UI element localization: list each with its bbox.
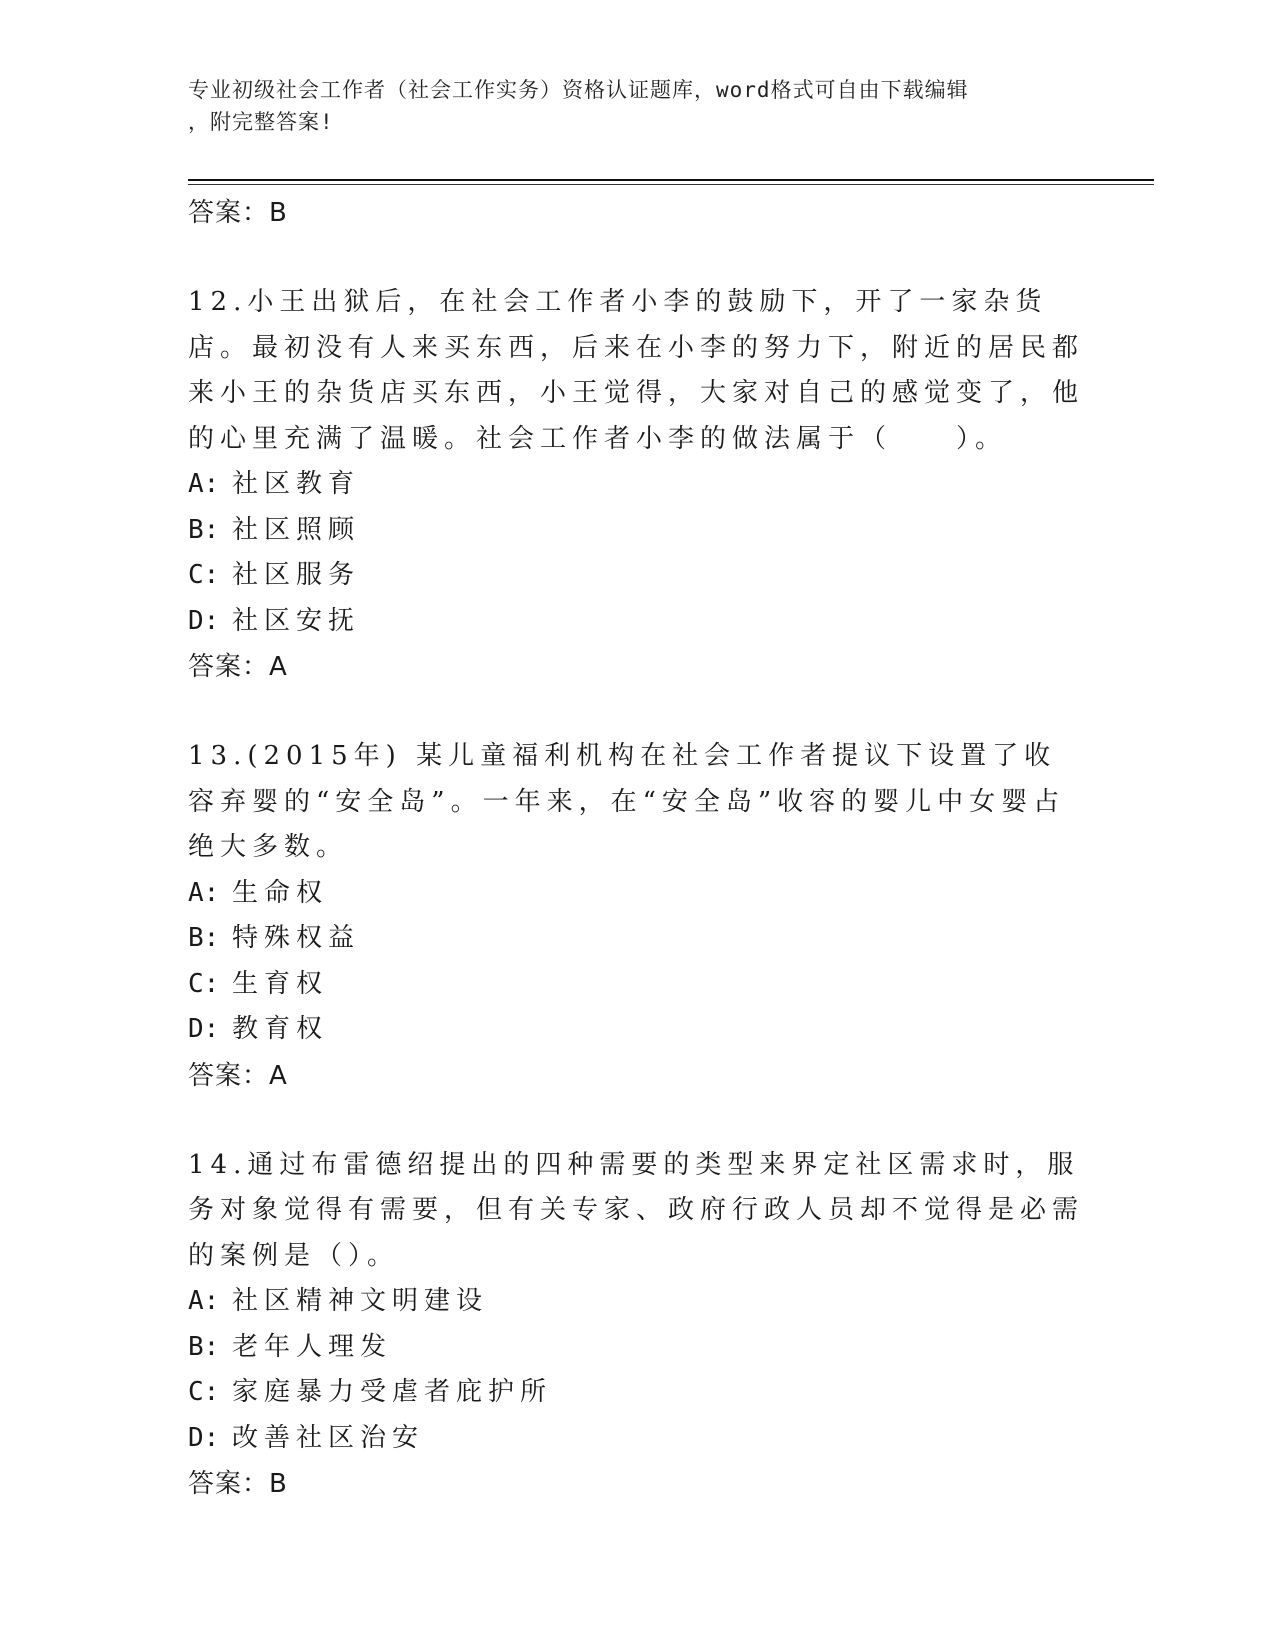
option-text: 教育权 bbox=[232, 1014, 329, 1044]
option-a bbox=[188, 1279, 1088, 1325]
option-b bbox=[188, 508, 1088, 554]
option-text: 生命权 bbox=[232, 877, 329, 908]
option-letter: B: bbox=[188, 1331, 220, 1362]
header-title-line-2: ，附完整答案! bbox=[188, 110, 334, 134]
option-text: 特殊权益 bbox=[232, 923, 361, 953]
option-letter: B: bbox=[188, 923, 220, 953]
option-letter: C: bbox=[188, 968, 220, 999]
option-letter: A: bbox=[188, 877, 220, 908]
option-text: 社区照顾 bbox=[232, 514, 361, 545]
option-c bbox=[188, 962, 1088, 1008]
question-13 bbox=[188, 734, 1088, 1099]
option-c bbox=[188, 1370, 1088, 1416]
option-letter: D: bbox=[188, 605, 220, 636]
option-d bbox=[188, 1416, 1088, 1462]
question-stem: 13.(2015年) 某儿童福利机构在社会工作者提议下设置了收容弃婴的“安全岛”。一年来，在“安全岛”收容的婴儿中女婴占绝大多数。 bbox=[188, 741, 1066, 862]
option-a bbox=[188, 871, 1088, 917]
header-title-line-1: 专业初级社会工作者（社会工作实务）资格认证题库，word格式可自由下载编辑 bbox=[188, 78, 969, 102]
question-stem: 12.小王出狱后，在社会工作者小李的鼓励下，开了一家杂货店。最初没有人来买东西，后来在小李的努力下，附近的居民都来小王的杂货店买东西，小王觉得，大家对自己的感觉变了，他的心里充满了温暖。社会工作者小李的做法属于（ ）。 bbox=[188, 287, 1085, 454]
answer-line: 答案：A bbox=[188, 1060, 288, 1091]
option-a bbox=[188, 462, 1088, 508]
option-text: 社区安抚 bbox=[232, 605, 361, 636]
option-b bbox=[188, 916, 1088, 962]
option-b bbox=[188, 1325, 1088, 1371]
option-text: 社区教育 bbox=[232, 469, 361, 499]
option-letter: C: bbox=[188, 560, 220, 590]
question-stem: 14.通过布雷德绍提出的四种需要的类型来界定社区需求时，服务对象觉得有需要，但有关专家、政府行政人员却不觉得是必需的案例是（）。 bbox=[188, 1149, 1085, 1271]
option-letter: C: bbox=[188, 1377, 220, 1407]
question-12 bbox=[188, 280, 1088, 690]
option-text: 社区精神文明建设 bbox=[232, 1286, 489, 1316]
option-text: 家庭暴力受虐者庇护所 bbox=[232, 1377, 553, 1407]
option-text: 老年人理发 bbox=[232, 1331, 393, 1362]
option-text: 改善社区治安 bbox=[232, 1422, 425, 1453]
option-d bbox=[188, 1007, 1088, 1053]
option-c bbox=[188, 553, 1088, 599]
header-rule-thin bbox=[188, 184, 1154, 185]
option-letter: A: bbox=[188, 469, 220, 499]
header-rule-thick bbox=[188, 179, 1154, 181]
answer-line: 答案：A bbox=[188, 652, 288, 682]
previous-answer: 答案：B bbox=[188, 198, 288, 228]
option-letter: A: bbox=[188, 1286, 220, 1316]
option-letter: D: bbox=[188, 1422, 220, 1453]
option-letter: D: bbox=[188, 1014, 220, 1044]
page-header bbox=[188, 74, 1088, 138]
answer-line: 答案：B bbox=[188, 1469, 288, 1499]
option-text: 生育权 bbox=[232, 968, 329, 999]
question-list bbox=[188, 190, 1088, 1507]
question-14 bbox=[188, 1143, 1088, 1508]
option-d bbox=[188, 599, 1088, 645]
option-letter: B: bbox=[188, 514, 220, 545]
option-text: 社区服务 bbox=[232, 560, 361, 590]
